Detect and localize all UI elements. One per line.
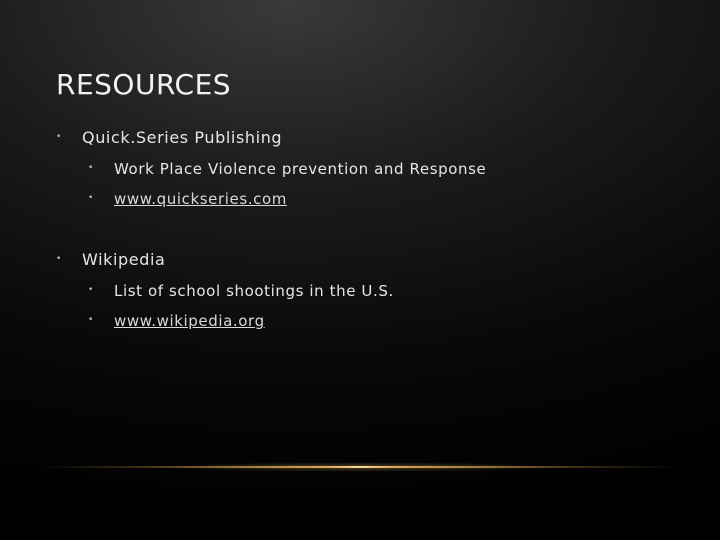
sub-bullet-text: List of school shootings in the U.S. bbox=[114, 282, 394, 300]
bullet-icon: • bbox=[88, 314, 94, 325]
bullet-text: Quick.Series Publishing bbox=[82, 128, 283, 147]
sub-bullet-item bbox=[88, 190, 287, 208]
bullet-icon: • bbox=[56, 253, 62, 264]
bullet-icon: • bbox=[88, 162, 94, 173]
bullet-icon: • bbox=[88, 192, 94, 203]
glow-line bbox=[40, 466, 680, 468]
sub-bullet-item bbox=[88, 160, 486, 178]
bullet-icon: • bbox=[56, 131, 62, 142]
bullet-item-wikipedia bbox=[56, 250, 165, 269]
sub-bullet-text: Work Place Violence prevention and Response bbox=[114, 160, 487, 178]
bullet-item-quickseries bbox=[56, 128, 282, 147]
quickseries-link[interactable]: www.quickseries.com bbox=[114, 190, 287, 208]
bullet-text: Wikipedia bbox=[82, 250, 166, 269]
slide-title: RESOURCES bbox=[56, 68, 232, 101]
sub-bullet-item bbox=[88, 282, 394, 300]
sub-bullet-item bbox=[88, 312, 265, 330]
decorative-glow-line bbox=[40, 462, 680, 472]
wikipedia-link[interactable]: www.wikipedia.org bbox=[114, 312, 265, 330]
bullet-icon: • bbox=[88, 284, 94, 295]
